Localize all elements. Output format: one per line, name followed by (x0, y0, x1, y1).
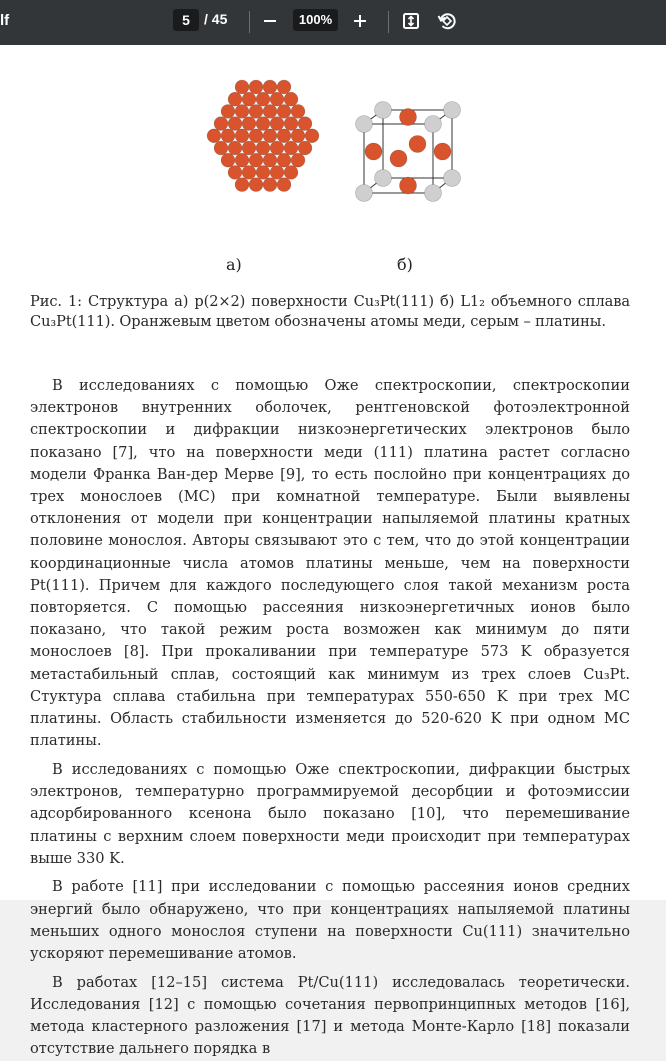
platinum-atom (444, 102, 461, 119)
copper-atom (242, 117, 256, 131)
copper-atom (249, 105, 263, 119)
copper-atom (228, 117, 242, 131)
copper-atom (400, 109, 417, 126)
copper-atom (214, 141, 228, 155)
copper-atom (277, 153, 291, 167)
copper-atom (434, 143, 451, 160)
copper-atom (284, 92, 298, 106)
toolbar-divider (388, 11, 389, 33)
rotate-icon (437, 11, 457, 31)
copper-atom (228, 141, 242, 155)
copper-atom (390, 150, 407, 167)
copper-atom (256, 92, 270, 106)
zoom-out-button[interactable] (257, 8, 283, 34)
pdf-toolbar (0, 0, 666, 45)
copper-atom (235, 178, 249, 192)
copper-atom (298, 117, 312, 131)
figure-b-bulk-unit-cell (340, 100, 470, 235)
platinum-atom (444, 170, 461, 187)
paragraph: В работе [11] при исследовании с помощью рассеяния ионов средних энергий было обнаружено, что при концентрациях напыляемой платины меньших одного монослоя ступени на поверхности Cu(111) значительно ускоряют перемешивание атомов. (30, 878, 630, 963)
fit-page-icon (402, 12, 420, 30)
copper-atom (277, 105, 291, 119)
copper-atom (277, 80, 291, 94)
copper-atom (365, 143, 382, 160)
copper-atom (242, 166, 256, 180)
toolbar-divider (249, 11, 250, 33)
copper-atom (256, 141, 270, 155)
figure-label-b: б) (397, 255, 413, 274)
copper-atom (256, 117, 270, 131)
platinum-atom (356, 116, 373, 133)
paragraph: В исследованиях с помощью Оже спектроскопии, спектроскопии электронов внутренних оболочек, рентгеновской фотоэлектронной спектроскопии и дифракции низкоэнергетических электронов было показано [7], что на поверхности меди (111) платина растет согласно модели Франка Ван-дер Мерве [9], то есть послойно при концентрациях до трех монослоев (МС) при комнатной температуре. Были выявлены отклонения от модели при концентрации напыляемой платины кратных половине монослоя. Авторы связывают это с тем, что до этой концентрации координационные числа атомов платины меньше, чем на поверхности Pt(111). Причем для каждого последующего слоя такой механизм роста повторяется. С помощью рассеяния низкоэнергетичных ионов было показано, что такой режим роста возможен как минимум до пяти монослоев [8]. При прокаливании при температуре 573 K образуется метастабильный сплав, состоящий как минимум из трех слоев Cu₃Pt. Стуктура сплава стабильна при температурах 550-650 K при трех МС платины. Область стабильности изменяется до 520-620 K при одном МС платины. (30, 377, 630, 750)
copper-atom (207, 129, 221, 143)
platinum-atom (356, 185, 373, 202)
copper-atom (305, 129, 319, 143)
copper-atom (263, 129, 277, 143)
copper-atom (284, 117, 298, 131)
copper-atom (291, 105, 305, 119)
copper-atom (221, 153, 235, 167)
copper-atom (298, 141, 312, 155)
document-title: lf (0, 12, 10, 29)
copper-atom (263, 80, 277, 94)
copper-atom (242, 141, 256, 155)
fit-page-button[interactable] (398, 8, 424, 34)
pdf-page (0, 45, 666, 1058)
copper-atom (235, 80, 249, 94)
platinum-atom (375, 102, 392, 119)
copper-atom (270, 92, 284, 106)
figure-a-surface-structure (203, 75, 323, 205)
platinum-atom (425, 116, 442, 133)
copper-atom (291, 153, 305, 167)
copper-atom (270, 166, 284, 180)
copper-atom (284, 166, 298, 180)
copper-atom (249, 178, 263, 192)
zoom-level-input[interactable]: 100% (293, 9, 338, 31)
copper-atom (400, 177, 417, 194)
platinum-atom (375, 170, 392, 187)
copper-atom (284, 141, 298, 155)
copper-atom (263, 178, 277, 192)
zoom-in-button[interactable] (347, 8, 373, 34)
copper-atom (242, 92, 256, 106)
platinum-atom (425, 185, 442, 202)
copper-atom (221, 129, 235, 143)
copper-atom (228, 166, 242, 180)
copper-atom (228, 92, 242, 106)
paragraph: В работах [12–15] система Pt/Cu(111) исследовалась теоретически. Исследования [12] с помощью сочетания первопринципных методов [16], метода кластерного разложения [17] и метода Монте-Карло [18] показали отсутствие дальнего порядка в (30, 973, 630, 1058)
figure-caption: Рис. 1: Структура а) p(2×2) поверхности Cu₃Pt(111) б) L1₂ объемного сплава Cu₃Pt(111). Оранжевым цветом обозначены атомы меди, серым – платины. (30, 293, 630, 330)
rotate-button[interactable] (434, 8, 460, 34)
minus-icon (263, 14, 277, 28)
copper-atom (235, 129, 249, 143)
copper-atom (235, 153, 249, 167)
copper-atom (263, 153, 277, 167)
copper-atom (270, 117, 284, 131)
copper-atom (277, 178, 291, 192)
copper-atom (256, 166, 270, 180)
copper-atom (263, 105, 277, 119)
copper-atom (409, 136, 426, 153)
copper-atom (221, 105, 235, 119)
copper-atom (214, 117, 228, 131)
plus-icon (353, 14, 367, 28)
figure-label-a: а) (226, 255, 242, 274)
copper-atom (235, 105, 249, 119)
page-number-input[interactable]: 5 (173, 9, 199, 31)
copper-atom (291, 129, 305, 143)
paragraph: В исследованиях с помощью Оже спектроскопии, дифракции быстрых электронов, температурно программируемой десорбции и фотоэмиссии адсорбированного ксенона было показано [10], что перемешивание платины с верхним слоем поверхности меди происходит при температурах выше 330 K. (30, 760, 630, 867)
body-text (30, 375, 630, 1061)
copper-atom (249, 153, 263, 167)
total-pages: / 45 (204, 11, 228, 27)
copper-atom (277, 129, 291, 143)
copper-atom (249, 129, 263, 143)
copper-atom (270, 141, 284, 155)
copper-atom (249, 80, 263, 94)
